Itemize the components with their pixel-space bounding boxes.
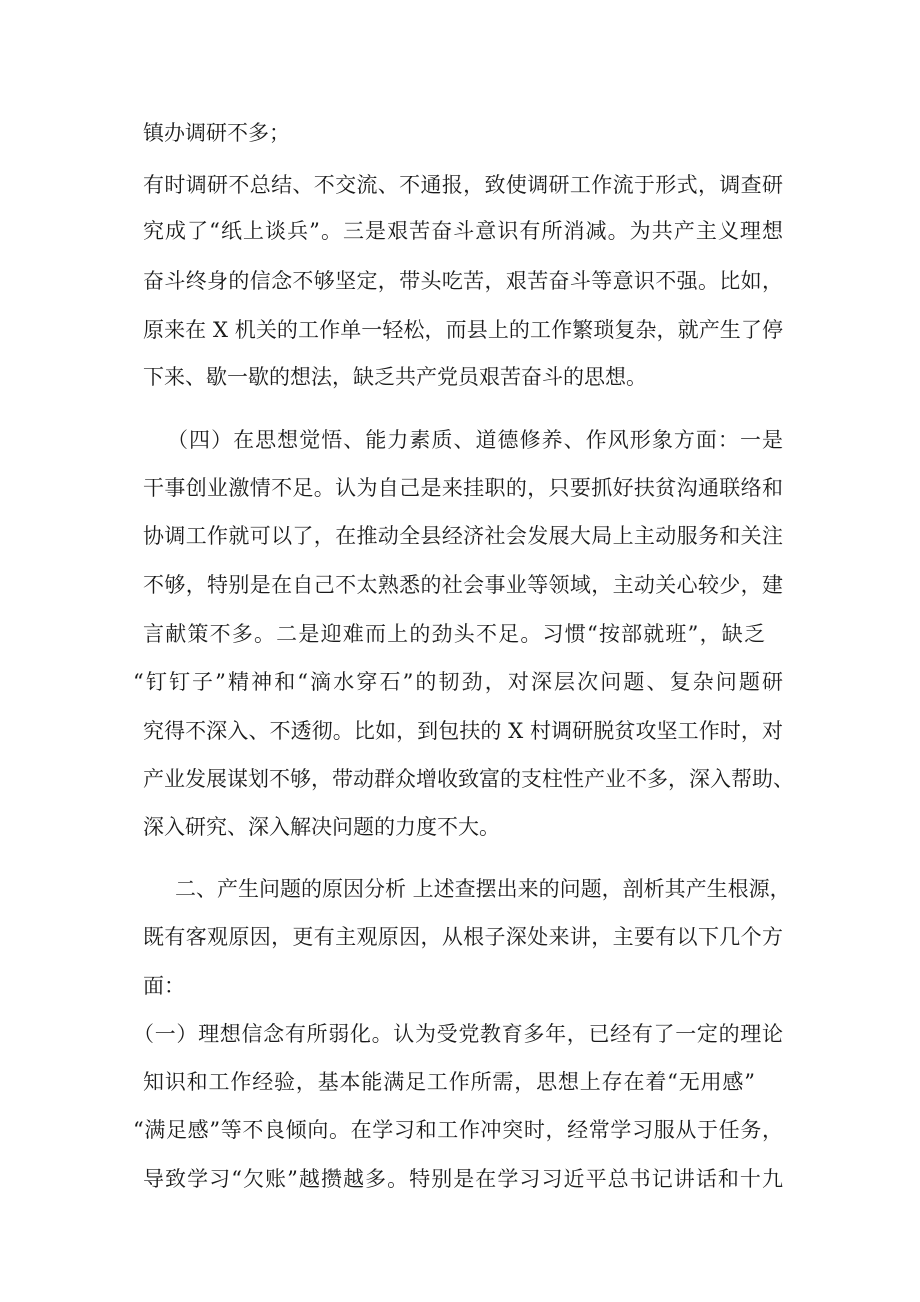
text-line: 干事创业激情不足。认为自己是来挂职的，只要抓好扶贫沟通联络和	[143, 476, 783, 500]
text-line: 言献策不多。二是迎难而上的劲头不足。习惯“按部就班”，缺乏	[143, 622, 765, 646]
text-line: 产业发展谋划不够，带动群众增收致富的支柱性产业不多，深入帮助、	[143, 767, 794, 791]
text-line: 深入研究、深入解决问题的力度不大。	[143, 815, 500, 839]
text-line: 有时调研不总结、不交流、不通报，致使调研工作流于形式，调查研	[143, 173, 783, 197]
text-line: 导致学习“欠账”越攒越多。特别是在学习习近平总书记讲话和十九	[143, 1167, 783, 1191]
text-line: 究成了“纸上谈兵”。三是艰苦奋斗意识有所消减。为共产主义理想	[143, 219, 783, 243]
text-line: 面：	[143, 974, 185, 998]
paragraph-heading: （一）理想信念有所弱化。认为受党教育多年，已经有了一定的理论	[133, 1022, 783, 1046]
text-line: 奋斗终身的信念不够坚定，带头吃苦，艰苦奋斗等意识不强。比如，	[143, 269, 783, 293]
text-line: “满足感”等不良倾向。在学习和工作冲突时，经常学习服从于任务，	[133, 1118, 783, 1142]
text-line: 原来在 X 机关的工作单一轻松，而县上的工作繁琐复杂，就产生了停	[143, 318, 783, 342]
text-line: 究得不深入、不透彻。比如，到包扶的 X 村调研脱贫攻坚工作时，对	[143, 719, 783, 743]
section-heading: 二、产生问题的原因分析 上述查摆出来的问题，剖析其产生根源，	[175, 877, 791, 901]
text-line: 既有客观原因，更有主观原因，从根子深处来讲，主要有以下几个方	[143, 925, 783, 949]
text-line: 下来、歇一歇的想法，缺乏共产党员艰苦奋斗的思想。	[143, 365, 647, 389]
text-line: 不够，特别是在自己不太熟悉的社会事业等领域，主动关心较少，建	[143, 573, 783, 597]
text-line: 知识和工作经验，基本能满足工作所需，思想上存在着“无用感”	[143, 1070, 755, 1094]
text-line: 协调工作就可以了，在推动全县经济社会发展大局上主动服务和关注	[143, 524, 783, 548]
text-line: 镇办调研不多；	[143, 121, 290, 145]
paragraph-heading: （四）在思想觉悟、能力素质、道德修养、作风形象方面：一是	[167, 428, 783, 452]
text-line: “钉钉子”精神和“滴水穿石”的韧劲，对深层次问题、复杂问题研	[133, 670, 783, 694]
